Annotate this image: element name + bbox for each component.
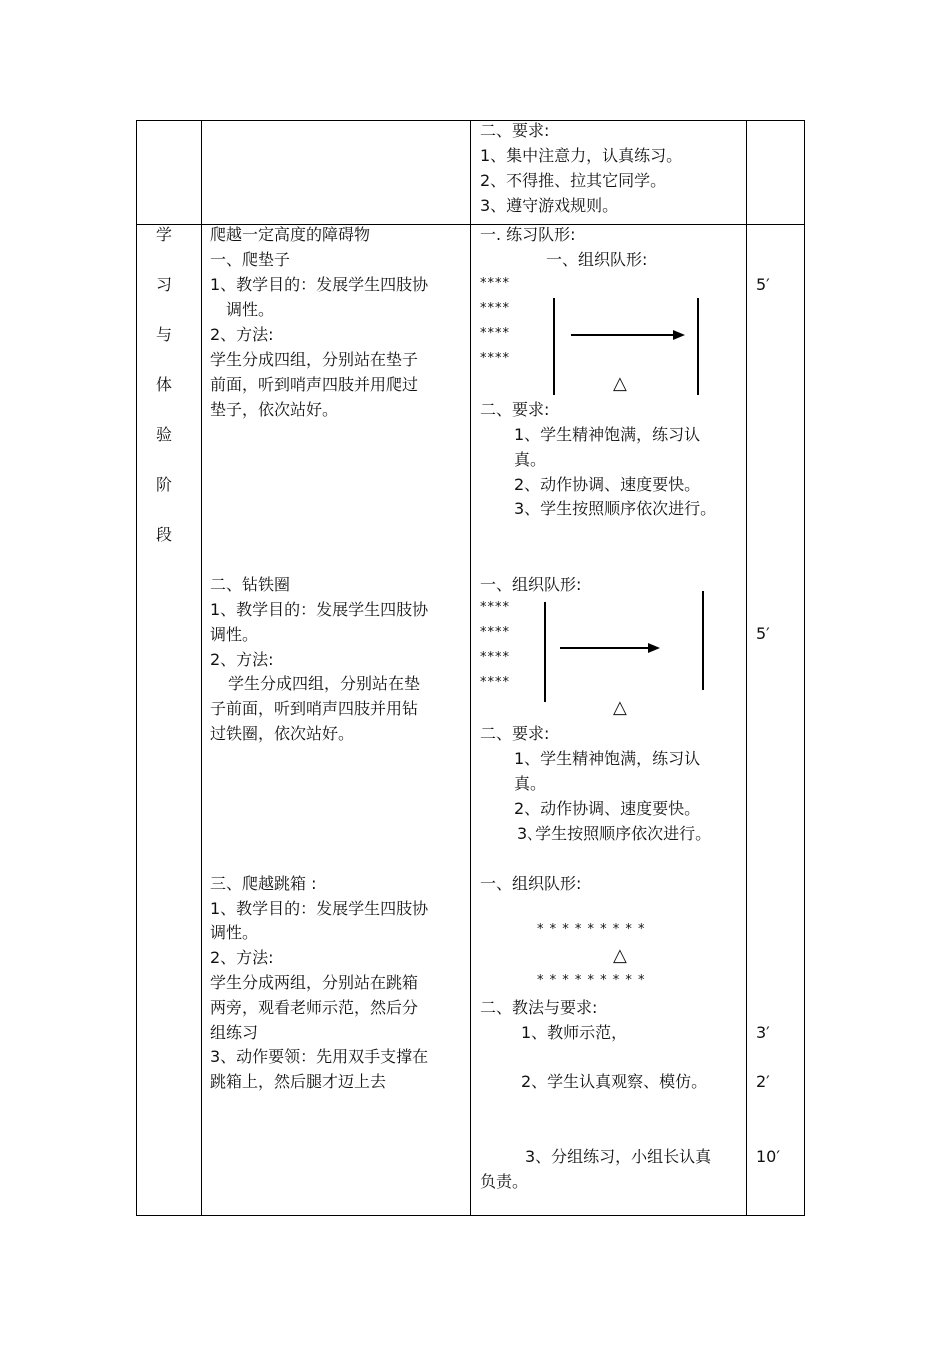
column-divider — [201, 120, 202, 1216]
student-row-stars: **** — [480, 675, 510, 690]
time-value: 3′ — [756, 1023, 770, 1042]
student-row-stars: **** — [480, 276, 510, 291]
time-value: 5′ — [756, 275, 770, 294]
formation-heading: 一. 练习队形: — [480, 225, 576, 244]
time-value: 5′ — [756, 624, 770, 643]
table-border-right — [804, 120, 805, 1216]
requirement-item: 真。 — [514, 450, 547, 469]
direction-arrow-icon — [673, 330, 685, 340]
student-row-stars: **** — [480, 625, 510, 640]
hoop-heading: 二、钻铁圈 — [210, 575, 291, 594]
formation-diagram — [536, 588, 711, 706]
hoop-goal: 调性。 — [210, 625, 259, 644]
hoop-method-line: 子前面，听到哨声四肢并用钻 — [210, 699, 419, 718]
direction-arrow-icon — [648, 643, 660, 653]
requirements-heading: 二、要求: — [480, 400, 550, 419]
formation-heading: 一、组织队形: — [480, 874, 582, 893]
stage-char: 体 — [156, 375, 173, 394]
student-row-stars: **** — [480, 326, 510, 341]
requirement-item: 1、集中注意力，认真练习。 — [480, 146, 683, 165]
teacher-triangle: △ — [613, 697, 627, 718]
time-value: 10′ — [756, 1147, 780, 1166]
requirements-heading: 二、要求: — [480, 121, 550, 140]
requirement-item: 1、学生精神饱满，练习认 — [514, 425, 701, 444]
box-goal: 1、教学目的：发展学生四肢协 — [210, 899, 429, 918]
stage-char: 验 — [156, 425, 173, 444]
crawl-method-line: 学生分成四组，分别站在垫子 — [210, 350, 419, 369]
requirement-item: 1、学生精神饱满，练习认 — [514, 749, 701, 768]
stage-char: 段 — [156, 525, 173, 544]
column-divider — [746, 120, 747, 1216]
requirement-item: 3、学生按照顺序依次进行。 — [514, 499, 717, 518]
stage-char: 与 — [156, 325, 173, 344]
crawl-goal: 1、教学目的：发展学生四肢协 — [210, 275, 429, 294]
box-method-line: 学生分成两组，分别站在跳箱 — [210, 973, 419, 992]
hoop-goal: 1、教学目的：发展学生四肢协 — [210, 600, 429, 619]
method-step: 2、学生认真观察、模仿。 — [521, 1072, 708, 1091]
requirement-item: 3、遵守游戏规则。 — [480, 196, 619, 215]
stage-char: 习 — [156, 275, 173, 294]
crawl-method-label: 2、方法: — [210, 325, 274, 344]
stage-char: 阶 — [156, 475, 173, 494]
stage-char: 学 — [156, 225, 173, 244]
student-row-stars: **** — [480, 301, 510, 316]
box-method-line: 两旁，观看老师示范，然后分 — [210, 998, 419, 1017]
box-key-line: 3、动作要领：先用双手支撑在 — [210, 1047, 429, 1066]
teacher-triangle: △ — [613, 945, 627, 966]
requirement-item: 2、动作协调、速度要快。 — [514, 475, 701, 494]
crawl-heading: 一、爬垫子 — [210, 250, 291, 269]
method-heading: 二、教法与要求: — [480, 998, 598, 1017]
formation-heading: 一、组织队形: — [546, 250, 648, 269]
column-divider — [470, 120, 471, 1216]
method-step: 1、教师示范， — [521, 1023, 628, 1042]
formation-heading: 一、组织队形: — [480, 575, 582, 594]
requirement-item: 真。 — [514, 774, 547, 793]
box-goal: 调性。 — [210, 923, 259, 942]
method-step: 负责。 — [480, 1172, 529, 1191]
hoop-method-label: 2、方法: — [210, 650, 274, 669]
box-key-line: 跳箱上，然后腿才迈上去 — [210, 1072, 387, 1091]
content-title: 爬越一定高度的障碍物 — [210, 225, 371, 244]
crawl-method-line: 前面，听到哨声四肢并用爬过 — [210, 375, 419, 394]
student-row-stars: * * * * * * * * * — [537, 973, 646, 988]
student-row-stars: **** — [480, 650, 510, 665]
student-row-stars: * * * * * * * * * — [537, 922, 646, 937]
student-row-stars: **** — [480, 600, 510, 615]
crawl-goal: 调性。 — [226, 300, 275, 319]
hoop-method-line: 学生分成四组，分别站在垫 — [228, 674, 421, 693]
crawl-method-line: 垫子，依次站好。 — [210, 400, 339, 419]
box-heading: 三、爬越跳箱 : — [210, 874, 317, 893]
requirement-item: 2、不得推、拉其它同学。 — [480, 171, 667, 190]
requirements-heading: 二、要求: — [480, 724, 550, 743]
box-method-label: 2、方法: — [210, 948, 274, 967]
teacher-triangle: △ — [613, 373, 627, 394]
student-row-stars: **** — [480, 351, 510, 366]
table-border-left — [136, 120, 137, 1216]
time-value: 2′ — [756, 1072, 770, 1091]
formation-diagram — [545, 295, 710, 400]
requirement-item: 2、动作协调、速度要快。 — [514, 799, 701, 818]
box-method-line: 组练习 — [210, 1023, 259, 1042]
hoop-method-line: 过铁圈，依次站好。 — [210, 724, 355, 743]
requirement-item: 3､学生按照顺序依次进行。 — [517, 824, 712, 843]
method-step: 3、分组练习，小组长认真 — [525, 1147, 712, 1166]
